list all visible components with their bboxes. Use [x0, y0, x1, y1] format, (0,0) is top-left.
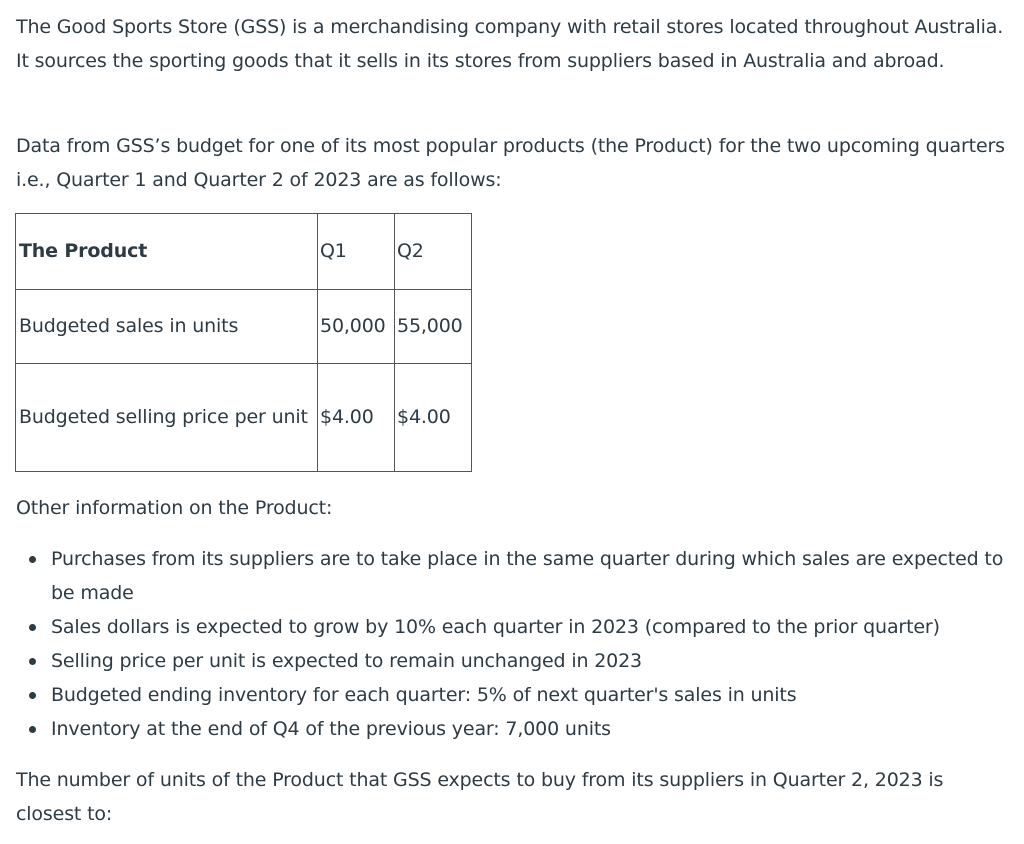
bullet-icon — [29, 658, 36, 665]
budget-table — [15, 213, 472, 472]
table-header-cell: Q2 — [395, 214, 472, 290]
list-item — [16, 542, 1006, 610]
data-intro-paragraph: Data from GSS’s budget for one of its most popular products (the Product) for the two upcoming quarters i.e., Quarter 1 and Quarter 2 of 2023 are as follows: — [16, 135, 1005, 191]
table-header-row — [16, 214, 472, 290]
table-cell: 55,000 — [395, 290, 472, 364]
table-header-cell: The Product — [16, 214, 318, 290]
table-row — [16, 364, 472, 472]
question-text: The number of units of the Product that GSS expects to buy from its suppliers in Quarter 2, 2023 is closest to: — [16, 769, 944, 825]
table-cell: $4.00 — [318, 364, 395, 472]
list-item — [16, 644, 1006, 678]
other-info-heading: Other information on the Product: — [16, 497, 333, 519]
table-header-cell: Q1 — [318, 214, 395, 290]
table-cell: Budgeted sales in units — [16, 290, 318, 364]
list-item-text: Inventory at the end of Q4 of the previous year: 7,000 units — [51, 718, 611, 740]
list-item — [16, 712, 1006, 746]
table-row — [16, 290, 472, 364]
bullet-icon — [29, 726, 36, 733]
intro-paragraph: The Good Sports Store (GSS) is a merchandising company with retail stores located throughout Australia. It sources the sporting goods that it sells in its stores from suppliers based in Australia and abroad. — [16, 16, 1004, 72]
list-item — [16, 610, 1006, 644]
list-item-text: Budgeted ending inventory for each quarter: 5% of next quarter's sales in units — [51, 684, 797, 706]
list-item-text: Purchases from its suppliers are to take place in the same quarter during which sales are expected to be made — [51, 548, 1004, 604]
bullet-icon — [29, 624, 36, 631]
bullet-icon — [29, 692, 36, 699]
info-list — [16, 542, 1006, 746]
bullet-icon — [29, 556, 36, 563]
list-item-text: Selling price per unit is expected to remain unchanged in 2023 — [51, 650, 642, 672]
table-cell: 50,000 — [318, 290, 395, 364]
table-cell: Budgeted selling price per unit — [16, 364, 318, 472]
table-cell: $4.00 — [395, 364, 472, 472]
list-item — [16, 678, 1006, 712]
list-item-text: Sales dollars is expected to grow by 10% each quarter in 2023 (compared to the prior quarter) — [51, 616, 940, 638]
